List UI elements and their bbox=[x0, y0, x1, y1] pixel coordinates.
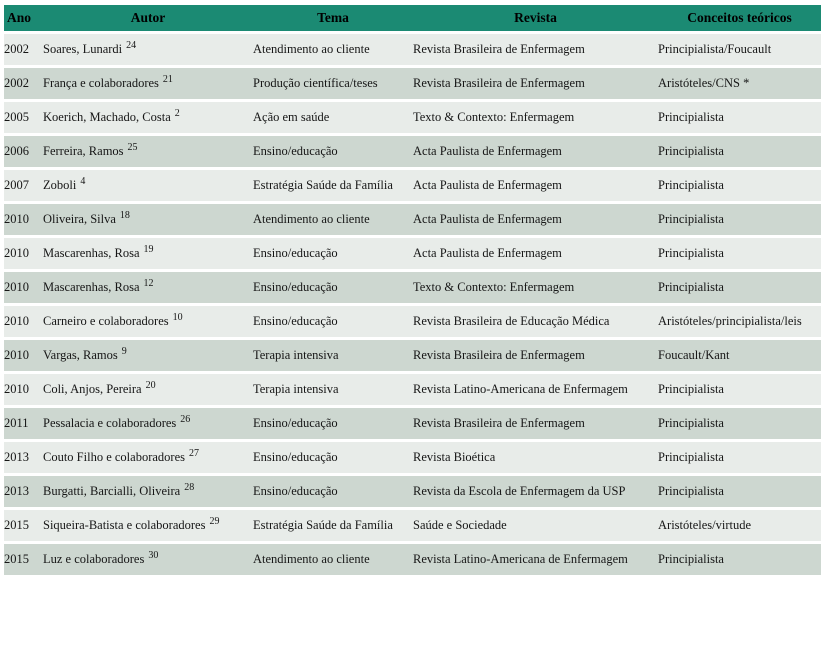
table-row bbox=[4, 102, 821, 133]
cell-tema: Produção científica/teses bbox=[253, 68, 413, 99]
table-row bbox=[4, 510, 821, 541]
cell-ano: 2010 bbox=[4, 238, 43, 269]
cell-autor bbox=[43, 374, 253, 405]
reference-superscript: 28 bbox=[184, 482, 195, 493]
table-row bbox=[4, 136, 821, 167]
cell-conceitos: Principialista bbox=[658, 204, 821, 235]
cell-autor bbox=[43, 102, 253, 133]
author-name: Zoboli bbox=[43, 178, 77, 192]
author-name: França e colaboradores bbox=[43, 76, 159, 90]
cell-conceitos: Principialista/Foucault bbox=[658, 34, 821, 65]
table-body bbox=[4, 34, 821, 575]
cell-conceitos: Aristóteles/CNS * bbox=[658, 68, 821, 99]
column-header-conceitos: Conceitos teóricos bbox=[658, 5, 821, 31]
cell-ano: 2015 bbox=[4, 544, 43, 575]
cell-autor bbox=[43, 170, 253, 201]
author-name: Pessalacia e colaboradores bbox=[43, 416, 177, 430]
cell-conceitos: Principialista bbox=[658, 442, 821, 473]
cell-ano: 2011 bbox=[4, 408, 43, 439]
reference-superscript: 2 bbox=[174, 108, 180, 119]
cell-conceitos: Principialista bbox=[658, 272, 821, 303]
cell-conceitos: Foucault/Kant bbox=[658, 340, 821, 371]
cell-revista: Acta Paulista de Enfermagem bbox=[413, 136, 658, 167]
cell-autor bbox=[43, 442, 253, 473]
table-row bbox=[4, 374, 821, 405]
cell-tema: Ensino/educação bbox=[253, 442, 413, 473]
cell-tema: Ação em saúde bbox=[253, 102, 413, 133]
reference-superscript: 19 bbox=[143, 244, 154, 255]
reference-superscript: 4 bbox=[80, 176, 86, 187]
cell-autor bbox=[43, 68, 253, 99]
cell-autor bbox=[43, 306, 253, 337]
cell-revista: Saúde e Sociedade bbox=[413, 510, 658, 541]
table-row bbox=[4, 306, 821, 337]
cell-revista: Revista da Escola de Enfermagem da USP bbox=[413, 476, 658, 507]
cell-revista: Texto & Contexto: Enfermagem bbox=[413, 272, 658, 303]
table-row bbox=[4, 272, 821, 303]
author-name: Luz e colaboradores bbox=[43, 552, 145, 566]
cell-tema: Ensino/educação bbox=[253, 272, 413, 303]
cell-ano: 2002 bbox=[4, 68, 43, 99]
cell-ano: 2010 bbox=[4, 340, 43, 371]
cell-revista: Acta Paulista de Enfermagem bbox=[413, 170, 658, 201]
author-name: Koerich, Machado, Costa bbox=[43, 110, 171, 124]
reference-superscript: 26 bbox=[180, 414, 191, 425]
cell-autor bbox=[43, 272, 253, 303]
cell-ano: 2002 bbox=[4, 34, 43, 65]
cell-ano: 2015 bbox=[4, 510, 43, 541]
column-header-autor: Autor bbox=[43, 5, 253, 31]
cell-conceitos: Principialista bbox=[658, 374, 821, 405]
reference-superscript: 20 bbox=[145, 380, 156, 391]
reference-superscript: 10 bbox=[172, 312, 183, 323]
author-name: Vargas, Ramos bbox=[43, 348, 118, 362]
cell-tema: Atendimento ao cliente bbox=[253, 34, 413, 65]
cell-revista: Acta Paulista de Enfermagem bbox=[413, 204, 658, 235]
cell-tema: Ensino/educação bbox=[253, 306, 413, 337]
column-header-tema: Tema bbox=[253, 5, 413, 31]
author-name: Oliveira, Silva bbox=[43, 212, 116, 226]
studies-table bbox=[4, 2, 821, 578]
cell-tema: Ensino/educação bbox=[253, 476, 413, 507]
cell-revista: Revista Brasileira de Enfermagem bbox=[413, 340, 658, 371]
cell-ano: 2010 bbox=[4, 306, 43, 337]
cell-autor bbox=[43, 204, 253, 235]
column-header-revista: Revista bbox=[413, 5, 658, 31]
cell-revista: Revista Brasileira de Enfermagem bbox=[413, 68, 658, 99]
author-name: Mascarenhas, Rosa bbox=[43, 280, 140, 294]
table-row bbox=[4, 238, 821, 269]
cell-tema: Estratégia Saúde da Família bbox=[253, 510, 413, 541]
cell-conceitos: Aristóteles/principialista/leis bbox=[658, 306, 821, 337]
reference-superscript: 25 bbox=[127, 142, 138, 153]
column-header-ano: Ano bbox=[4, 5, 43, 31]
cell-autor bbox=[43, 408, 253, 439]
cell-revista: Texto & Contexto: Enfermagem bbox=[413, 102, 658, 133]
cell-tema: Ensino/educação bbox=[253, 136, 413, 167]
cell-conceitos: Principialista bbox=[658, 238, 821, 269]
cell-tema: Terapia intensiva bbox=[253, 340, 413, 371]
author-name: Ferreira, Ramos bbox=[43, 144, 124, 158]
reference-superscript: 18 bbox=[119, 210, 130, 221]
cell-conceitos: Principialista bbox=[658, 408, 821, 439]
author-name: Burgatti, Barcialli, Oliveira bbox=[43, 484, 181, 498]
reference-superscript: 9 bbox=[121, 346, 127, 357]
cell-ano: 2005 bbox=[4, 102, 43, 133]
author-name: Coli, Anjos, Pereira bbox=[43, 382, 142, 396]
cell-tema: Atendimento ao cliente bbox=[253, 544, 413, 575]
author-name: Carneiro e colaboradores bbox=[43, 314, 169, 328]
table-row bbox=[4, 442, 821, 473]
cell-conceitos: Principialista bbox=[658, 170, 821, 201]
cell-conceitos: Aristóteles/virtude bbox=[658, 510, 821, 541]
document-page bbox=[0, 2, 822, 646]
reference-superscript: 27 bbox=[189, 448, 199, 459]
table-row bbox=[4, 170, 821, 201]
table-row bbox=[4, 476, 821, 507]
author-name: Siqueira-Batista e colaboradores bbox=[43, 518, 206, 532]
cell-revista: Revista Brasileira de Educação Médica bbox=[413, 306, 658, 337]
cell-tema: Ensino/educação bbox=[253, 408, 413, 439]
cell-conceitos: Principialista bbox=[658, 136, 821, 167]
cell-revista: Revista Bioética bbox=[413, 442, 658, 473]
cell-ano: 2010 bbox=[4, 272, 43, 303]
cell-ano: 2006 bbox=[4, 136, 43, 167]
cell-conceitos: Principialista bbox=[658, 476, 821, 507]
cell-autor bbox=[43, 238, 253, 269]
cell-revista: Revista Latino-Americana de Enfermagem bbox=[413, 374, 658, 405]
cell-tema: Terapia intensiva bbox=[253, 374, 413, 405]
cell-autor bbox=[43, 136, 253, 167]
cell-autor bbox=[43, 476, 253, 507]
table-row bbox=[4, 68, 821, 99]
cell-tema: Ensino/educação bbox=[253, 238, 413, 269]
table-header bbox=[4, 5, 821, 31]
reference-superscript: 30 bbox=[148, 550, 159, 561]
cell-autor bbox=[43, 340, 253, 371]
reference-superscript: 12 bbox=[143, 278, 154, 289]
cell-ano: 2007 bbox=[4, 170, 43, 201]
table-row bbox=[4, 204, 821, 235]
cell-autor bbox=[43, 544, 253, 575]
cell-revista: Acta Paulista de Enfermagem bbox=[413, 238, 658, 269]
cell-revista: Revista Brasileira de Enfermagem bbox=[413, 408, 658, 439]
table-row bbox=[4, 34, 821, 65]
author-name: Mascarenhas, Rosa bbox=[43, 246, 140, 260]
reference-superscript: 29 bbox=[209, 516, 220, 527]
cell-tema: Atendimento ao cliente bbox=[253, 204, 413, 235]
reference-superscript: 21 bbox=[162, 74, 173, 85]
table-row bbox=[4, 340, 821, 371]
cell-revista: Revista Brasileira de Enfermagem bbox=[413, 34, 658, 65]
cell-ano: 2013 bbox=[4, 442, 43, 473]
cell-ano: 2010 bbox=[4, 374, 43, 405]
cell-tema: Estratégia Saúde da Família bbox=[253, 170, 413, 201]
table-row bbox=[4, 544, 821, 575]
cell-revista: Revista Latino-Americana de Enfermagem bbox=[413, 544, 658, 575]
cell-conceitos: Principialista bbox=[658, 544, 821, 575]
header-row bbox=[4, 5, 821, 31]
table-row bbox=[4, 408, 821, 439]
cell-ano: 2013 bbox=[4, 476, 43, 507]
reference-superscript: 24 bbox=[126, 40, 137, 51]
cell-ano: 2010 bbox=[4, 204, 43, 235]
cell-conceitos: Principialista bbox=[658, 102, 821, 133]
cell-autor bbox=[43, 510, 253, 541]
author-name: Couto Filho e colaboradores bbox=[43, 450, 185, 464]
author-name: Soares, Lunardi bbox=[43, 42, 123, 56]
cell-autor bbox=[43, 34, 253, 65]
